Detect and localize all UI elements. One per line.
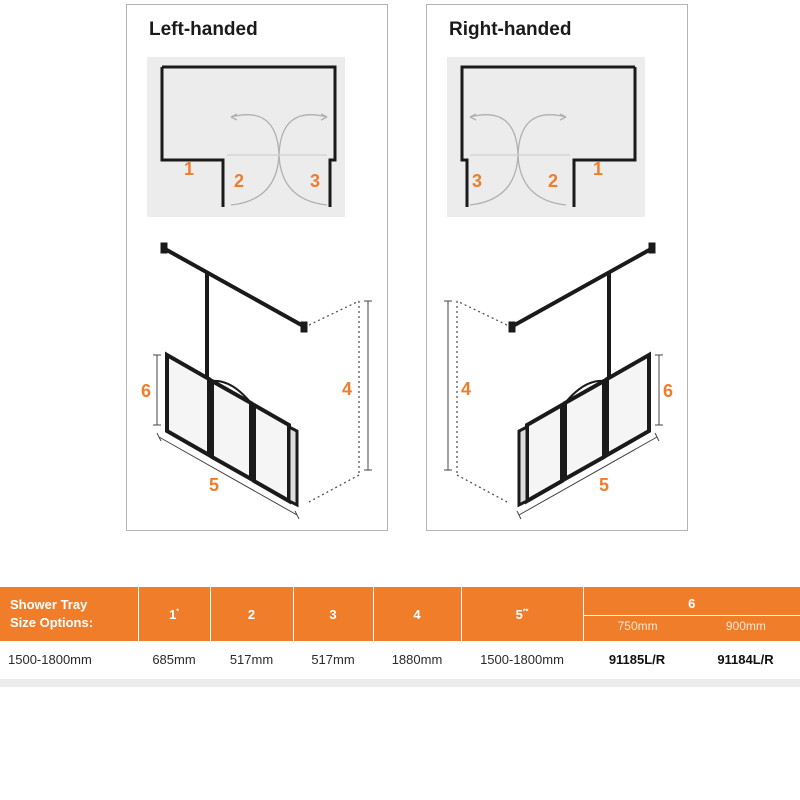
header-dim-5: 5** xyxy=(461,587,583,641)
dimension-label-3: 3 xyxy=(310,171,321,191)
header-dim-4: 4 xyxy=(373,587,461,641)
dimension-label-6: 6 xyxy=(141,381,152,401)
table-row xyxy=(0,641,800,677)
panel-title: Right-handed xyxy=(449,19,572,40)
shower-screen-panels xyxy=(519,355,649,505)
height-dimension xyxy=(364,301,372,470)
cell-dim-4: 1880mm xyxy=(373,641,461,677)
left-handed-diagram xyxy=(127,5,389,532)
dimension-label-1: 1 xyxy=(184,159,195,179)
header-tray-size-line1: Shower Tray xyxy=(10,597,88,612)
dimension-label-4: 4 xyxy=(342,379,353,399)
panel-height-dimension xyxy=(153,355,161,425)
dimension-label-2: 2 xyxy=(548,171,559,191)
cell-dim-5: 1500-1800mm xyxy=(461,641,583,677)
header-tray-size xyxy=(0,587,138,641)
wall-outline xyxy=(457,301,507,502)
header-750: 750mm xyxy=(617,618,658,633)
height-dimension xyxy=(444,301,452,470)
dimension-label-3: 3 xyxy=(472,171,483,191)
cell-code-900: 91184L/R xyxy=(691,641,800,677)
door-swing-arcs xyxy=(470,114,570,205)
dimension-label-5: 5 xyxy=(599,475,610,495)
cell-dim-3: 517mm xyxy=(293,641,373,677)
right-handed-panel xyxy=(426,4,688,531)
dimension-label-6: 6 xyxy=(663,381,674,401)
panel-title: Left-handed xyxy=(149,19,258,40)
header-dim-3: 3 xyxy=(293,587,373,641)
cell-dim-2: 517mm xyxy=(210,641,293,677)
cell-code-750: 91185L/R xyxy=(583,641,691,677)
header-tray-size-line2: Size Options: xyxy=(10,615,94,630)
table-header-row xyxy=(0,587,800,641)
header-900: 900mm xyxy=(725,618,766,633)
door-swing-arcs xyxy=(227,114,327,205)
header-dim-1: 1* xyxy=(138,587,210,641)
right-handed-diagram xyxy=(427,5,689,532)
header-dim-2: 2 xyxy=(210,587,293,641)
header-dim-6: 6 750mm 900mm xyxy=(583,587,800,641)
cell-dim-1: 685mm xyxy=(138,641,210,677)
ceiling-support-rail xyxy=(509,243,655,381)
dimension-label-5: 5 xyxy=(209,475,220,495)
shower-screen-panels xyxy=(167,355,297,505)
left-handed-panel xyxy=(126,4,388,531)
wall-outline xyxy=(309,301,359,502)
size-options-table xyxy=(0,587,800,677)
dimension-label-4: 4 xyxy=(461,379,472,399)
dimension-label-2: 2 xyxy=(234,171,245,191)
ceiling-support-rail xyxy=(161,243,307,381)
table-bottom-strip xyxy=(0,679,800,687)
dimension-label-1: 1 xyxy=(593,159,604,179)
cell-tray-size: 1500-1800mm xyxy=(0,641,138,677)
panel-height-dimension xyxy=(655,355,663,425)
